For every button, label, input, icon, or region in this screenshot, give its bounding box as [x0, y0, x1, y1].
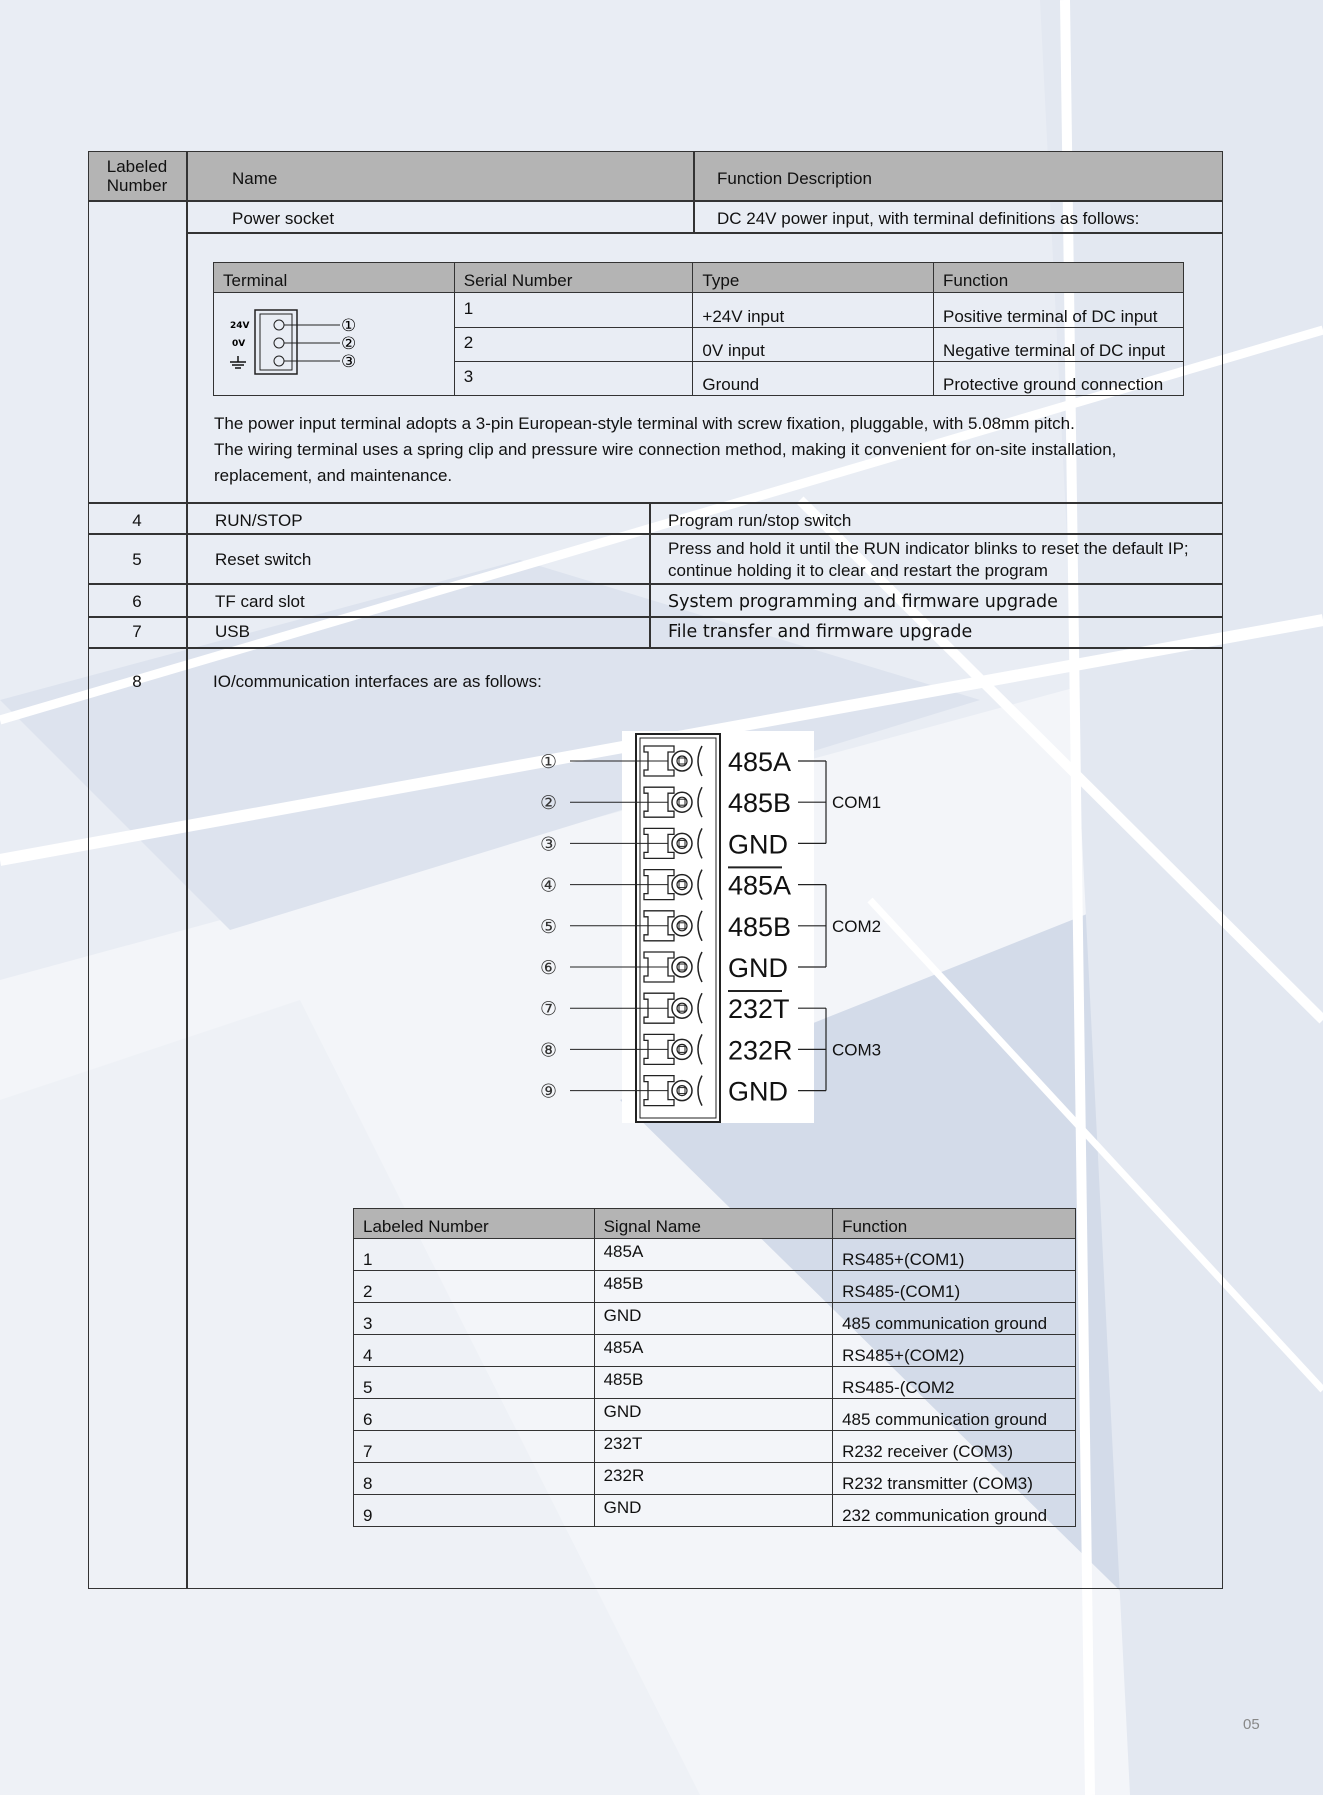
row-divider [88, 502, 1223, 504]
table-row [354, 1303, 1076, 1335]
serial-cell: 2 [454, 328, 693, 362]
number-cell: 9 [354, 1495, 595, 1527]
row-divider [88, 616, 1223, 618]
table-row [354, 1271, 1076, 1303]
row-description: Program run/stop switch [668, 511, 852, 530]
table-row [214, 293, 1184, 328]
pin-mark: ③ [540, 833, 558, 856]
signal-cell: 485A [594, 1335, 832, 1367]
header-labeled-number: Labeled Number [106, 157, 168, 195]
table-row [354, 1399, 1076, 1431]
io-connector-diagram [540, 728, 920, 1126]
signal-label: 485B [728, 911, 792, 942]
row-name: USB [215, 622, 250, 641]
signal-cell: GND [594, 1303, 832, 1335]
row-number: 5 [132, 550, 142, 569]
table-row [354, 1367, 1076, 1399]
power-socket-description: DC 24V power input, with terminal definitions as follows: [717, 209, 1140, 228]
row-description-line: Press and hold it until the RUN indicator blinks to reset the default IP; [668, 539, 1189, 558]
power-connector-icon [214, 298, 374, 386]
com-group-label: COM3 [832, 1040, 882, 1060]
number-cell: 6 [354, 1399, 595, 1431]
type-cell: +24V input [693, 293, 934, 328]
serial-cell: 1 [454, 293, 693, 328]
row-number: 7 [132, 622, 142, 641]
table-row [354, 1495, 1076, 1527]
header-name: Name [232, 169, 278, 188]
power-note-line: The wiring terminal uses a spring clip and pressure wire connection method, making it convenient for on-site installation, [214, 440, 1117, 459]
column-header: Terminal [214, 263, 455, 293]
power-socket-name: Power socket [232, 209, 335, 228]
pin-mark: ⑧ [540, 1039, 558, 1062]
column-header: Serial Number [454, 263, 693, 293]
function-cell: 485 communication ground [833, 1399, 1076, 1431]
signal-label: GND [728, 953, 788, 983]
column-divider [186, 151, 188, 1589]
pin-mark: ③ [341, 351, 357, 372]
signal-cell: 232R [594, 1463, 832, 1495]
row-divider [88, 583, 1223, 585]
function-cell: R232 transmitter (COM3) [833, 1463, 1076, 1495]
row-description: System programming and firmware upgrade [668, 592, 1058, 612]
column-header: Function [833, 1209, 1076, 1239]
number-cell: 7 [354, 1431, 595, 1463]
row-number: 6 [132, 592, 142, 611]
signal-cell: 485B [594, 1367, 832, 1399]
function-cell: RS485+(COM2) [833, 1335, 1076, 1367]
power-note-line: replacement, and maintenance. [214, 466, 453, 485]
table-row [354, 1335, 1076, 1367]
table-row [354, 1431, 1076, 1463]
signal-label: GND [728, 829, 788, 860]
column-header: Signal Name [594, 1209, 832, 1239]
column-header: Function [934, 263, 1184, 293]
signal-label: 485A [728, 870, 792, 901]
pin-mark: ① [540, 751, 558, 773]
pin-mark: ② [540, 792, 558, 815]
pin-mark: ① [341, 315, 357, 336]
power-note-line: The power input terminal adopts a 3-pin European-style terminal with screw fixation, pluggable, with 5.08mm pitch. [214, 414, 1075, 433]
function-cell: RS485+(COM1) [833, 1239, 1076, 1271]
terminal-connector-cell [214, 293, 455, 396]
row-divider [88, 533, 1223, 535]
column-divider [693, 151, 695, 233]
signal-table [353, 1208, 1076, 1527]
signal-cell: 232T [594, 1431, 832, 1463]
row-divider [186, 232, 1223, 234]
connector-label-24v: 24V [230, 320, 250, 331]
function-cell: Negative terminal of DC input [934, 328, 1184, 362]
row-divider [88, 200, 1223, 202]
table-header-row [354, 1209, 1076, 1239]
function-cell: 232 communication ground [833, 1495, 1076, 1527]
row-description: File transfer and firmware upgrade [668, 622, 973, 642]
pin-mark: ⑤ [540, 915, 558, 938]
number-cell: 1 [354, 1239, 595, 1271]
ground-icon [230, 356, 246, 368]
power-notes [214, 411, 1116, 489]
row-description-line: continue holding it to clear and restart the program [668, 561, 1048, 580]
function-cell: Positive terminal of DC input [934, 293, 1184, 328]
com-group-label: COM1 [832, 793, 882, 813]
pin-mark: ⑨ [540, 1080, 558, 1103]
column-header: Type [693, 263, 934, 293]
power-terminal-table [213, 262, 1184, 396]
page-number: 05 [1243, 1716, 1260, 1733]
signal-label: 232T [728, 994, 790, 1025]
row-name: TF card slot [215, 592, 305, 611]
signal-label: 232R [728, 1035, 793, 1066]
pin-mark: ⑦ [540, 998, 558, 1021]
com-group-label: COM2 [832, 916, 882, 936]
function-cell: R232 receiver (COM3) [833, 1431, 1076, 1463]
number-cell: 3 [354, 1303, 595, 1335]
type-cell: 0V input [693, 328, 934, 362]
table-header-row [214, 263, 1184, 293]
function-cell: Protective ground connection [934, 362, 1184, 396]
column-header: Labeled Number [354, 1209, 595, 1239]
column-divider [649, 502, 651, 648]
number-cell: 2 [354, 1271, 595, 1303]
type-cell: Ground [693, 362, 934, 396]
signal-label: GND [728, 1076, 788, 1107]
signal-label: 485B [728, 788, 792, 819]
pin-mark: ② [341, 333, 357, 354]
function-cell: RS485-(COM1) [833, 1271, 1076, 1303]
header-function-description: Function Description [717, 169, 872, 188]
number-cell: 8 [354, 1463, 595, 1495]
signal-cell: GND [594, 1495, 832, 1527]
signal-cell: 485A [594, 1239, 832, 1271]
function-cell: RS485-(COM2 [833, 1367, 1076, 1399]
row-number: 4 [132, 511, 142, 530]
pin-mark: ⑥ [540, 957, 558, 979]
serial-cell: 3 [454, 362, 693, 396]
signal-cell: GND [594, 1399, 832, 1431]
signal-label: 485A [728, 747, 792, 777]
row-name: RUN/STOP [215, 511, 303, 530]
pin-mark: ④ [540, 874, 558, 897]
number-cell: 5 [354, 1367, 595, 1399]
function-cell: 485 communication ground [833, 1303, 1076, 1335]
row-divider [88, 647, 1223, 649]
io-intro: IO/communication interfaces are as follows: [213, 672, 542, 691]
number-cell: 4 [354, 1335, 595, 1367]
row-name: Reset switch [215, 550, 312, 569]
table-row [354, 1239, 1076, 1271]
table-row [354, 1463, 1076, 1495]
connector-label-0v: 0V [232, 338, 246, 349]
row-number: 8 [132, 672, 142, 691]
signal-cell: 485B [594, 1271, 832, 1303]
